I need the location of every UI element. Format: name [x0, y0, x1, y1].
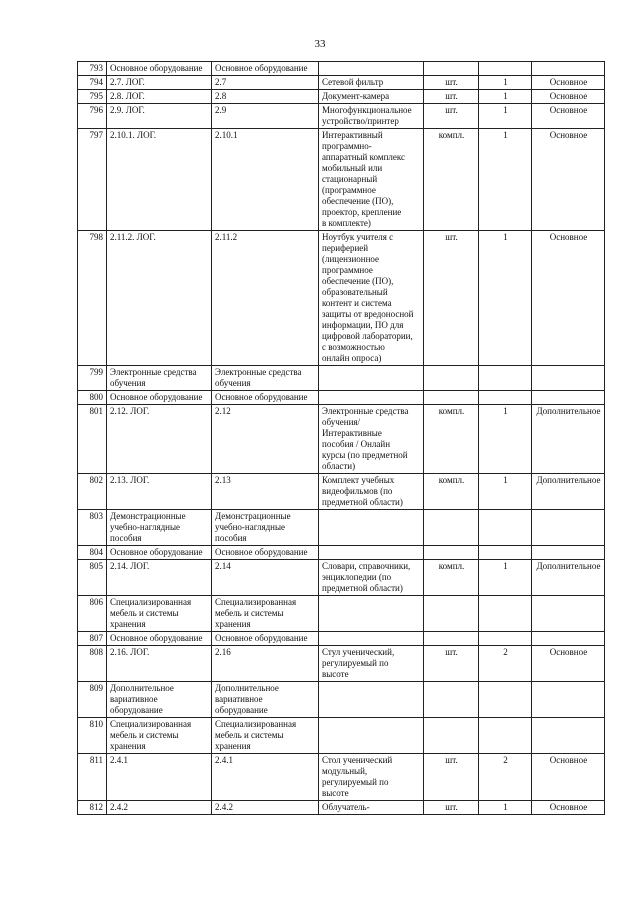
unit-cell: [424, 632, 479, 646]
code-cell: Специализированная мебель и системы хранения: [107, 596, 212, 632]
unit-cell: шт.: [424, 231, 479, 366]
reference-cell: Специализированная мебель и системы хранения: [212, 596, 319, 632]
quantity-cell: 1: [479, 474, 532, 510]
row-number-cell: 812: [78, 801, 107, 815]
equipment-type-cell: [532, 391, 605, 405]
code-cell: 2.8. ЛОГ.: [107, 90, 212, 104]
equipment-type-cell: [532, 718, 605, 754]
equipment-type-cell: Основное: [532, 754, 605, 801]
quantity-cell: 1: [479, 405, 532, 474]
code-cell: Основное оборудование: [107, 546, 212, 560]
table-row: [78, 366, 605, 391]
equipment-type-cell: [532, 682, 605, 718]
table-row: [78, 682, 605, 718]
unit-cell: [424, 682, 479, 718]
unit-cell: шт.: [424, 801, 479, 815]
quantity-cell: [479, 546, 532, 560]
item-name-cell: [319, 682, 424, 718]
table-row: [78, 391, 605, 405]
row-number-cell: 802: [78, 474, 107, 510]
row-number-cell: 811: [78, 754, 107, 801]
quantity-cell: [479, 718, 532, 754]
reference-cell: 2.9: [212, 104, 319, 129]
reference-cell: 2.4.1: [212, 754, 319, 801]
equipment-type-cell: [532, 510, 605, 546]
item-name-cell: Стул ученический, регулируемый по высоте: [319, 646, 424, 682]
item-name-cell: Комплект учебных видеофильмов (по предметной области): [319, 474, 424, 510]
equipment-type-cell: Основное: [532, 646, 605, 682]
code-cell: Демонстрационные учебно-наглядные пособия: [107, 510, 212, 546]
reference-cell: 2.8: [212, 90, 319, 104]
table-row: [78, 405, 605, 474]
reference-cell: Специализированная мебель и системы хранения: [212, 718, 319, 754]
equipment-type-cell: Основное: [532, 104, 605, 129]
item-name-cell: Интерактивный программно- аппаратный комплекс мобильный или стационарный (программное обеспечение (ПО), проектор, крепление в комплекте): [319, 129, 424, 231]
row-number-cell: 801: [78, 405, 107, 474]
row-number-cell: 795: [78, 90, 107, 104]
code-cell: 2.7. ЛОГ.: [107, 76, 212, 90]
code-cell: 2.9. ЛОГ.: [107, 104, 212, 129]
item-name-cell: [319, 632, 424, 646]
equipment-type-cell: Дополнительное: [532, 474, 605, 510]
item-name-cell: Сетевой фильтр: [319, 76, 424, 90]
code-cell: 2.4.1: [107, 754, 212, 801]
reference-cell: 2.16: [212, 646, 319, 682]
equipment-table: [77, 61, 605, 815]
row-number-cell: 804: [78, 546, 107, 560]
row-number-cell: 793: [78, 62, 107, 76]
item-name-cell: [319, 391, 424, 405]
unit-cell: шт.: [424, 76, 479, 90]
code-cell: Основное оборудование: [107, 632, 212, 646]
row-number-cell: 799: [78, 366, 107, 391]
table-row: [78, 646, 605, 682]
item-name-cell: [319, 546, 424, 560]
row-number-cell: 798: [78, 231, 107, 366]
unit-cell: [424, 510, 479, 546]
reference-cell: Основное оборудование: [212, 632, 319, 646]
quantity-cell: [479, 682, 532, 718]
code-cell: Основное оборудование: [107, 391, 212, 405]
unit-cell: компл.: [424, 560, 479, 596]
row-number-cell: 806: [78, 596, 107, 632]
quantity-cell: 1: [479, 801, 532, 815]
equipment-type-cell: [532, 596, 605, 632]
unit-cell: компл.: [424, 474, 479, 510]
quantity-cell: [479, 632, 532, 646]
unit-cell: шт.: [424, 104, 479, 129]
quantity-cell: [479, 596, 532, 632]
table-row: [78, 62, 605, 76]
quantity-cell: 1: [479, 560, 532, 596]
item-name-cell: Документ-камера: [319, 90, 424, 104]
unit-cell: компл.: [424, 405, 479, 474]
equipment-type-cell: Дополнительное: [532, 405, 605, 474]
quantity-cell: 2: [479, 646, 532, 682]
quantity-cell: [479, 510, 532, 546]
item-name-cell: [319, 718, 424, 754]
unit-cell: [424, 366, 479, 391]
table-row: [78, 90, 605, 104]
item-name-cell: [319, 596, 424, 632]
unit-cell: [424, 62, 479, 76]
unit-cell: шт.: [424, 90, 479, 104]
code-cell: 2.12. ЛОГ.: [107, 405, 212, 474]
table-row: [78, 231, 605, 366]
code-cell: 2.14. ЛОГ.: [107, 560, 212, 596]
equipment-type-cell: [532, 62, 605, 76]
table-row: [78, 104, 605, 129]
code-cell: 2.16. ЛОГ.: [107, 646, 212, 682]
quantity-cell: 1: [479, 90, 532, 104]
equipment-type-cell: Основное: [532, 90, 605, 104]
unit-cell: [424, 546, 479, 560]
equipment-type-cell: [532, 366, 605, 391]
reference-cell: 2.11.2: [212, 231, 319, 366]
table-row: [78, 718, 605, 754]
unit-cell: компл.: [424, 129, 479, 231]
reference-cell: Основное оборудование: [212, 391, 319, 405]
table-row: [78, 129, 605, 231]
quantity-cell: [479, 366, 532, 391]
row-number-cell: 796: [78, 104, 107, 129]
row-number-cell: 810: [78, 718, 107, 754]
code-cell: 2.11.2. ЛОГ.: [107, 231, 212, 366]
unit-cell: шт.: [424, 646, 479, 682]
row-number-cell: 805: [78, 560, 107, 596]
quantity-cell: 2: [479, 754, 532, 801]
quantity-cell: 1: [479, 231, 532, 366]
row-number-cell: 803: [78, 510, 107, 546]
code-cell: 2.13. ЛОГ.: [107, 474, 212, 510]
table-row: [78, 510, 605, 546]
code-cell: 2.10.1. ЛОГ.: [107, 129, 212, 231]
equipment-type-cell: [532, 546, 605, 560]
code-cell: Основное оборудование: [107, 62, 212, 76]
row-number-cell: 808: [78, 646, 107, 682]
table-row: [78, 474, 605, 510]
equipment-type-cell: Основное: [532, 129, 605, 231]
row-number-cell: 794: [78, 76, 107, 90]
reference-cell: 2.13: [212, 474, 319, 510]
quantity-cell: 1: [479, 76, 532, 90]
item-name-cell: Облучатель-: [319, 801, 424, 815]
reference-cell: 2.7: [212, 76, 319, 90]
equipment-type-cell: Основное: [532, 231, 605, 366]
item-name-cell: Стол ученический модульный, регулируемый по высоте: [319, 754, 424, 801]
row-number-cell: 797: [78, 129, 107, 231]
reference-cell: 2.4.2: [212, 801, 319, 815]
table-row: [78, 632, 605, 646]
unit-cell: [424, 718, 479, 754]
unit-cell: [424, 596, 479, 632]
table-row: [78, 801, 605, 815]
code-cell: Электронные средства обучения: [107, 366, 212, 391]
table-row: [78, 546, 605, 560]
quantity-cell: 1: [479, 104, 532, 129]
row-number-cell: 807: [78, 632, 107, 646]
quantity-cell: [479, 391, 532, 405]
unit-cell: [424, 391, 479, 405]
quantity-cell: [479, 62, 532, 76]
reference-cell: Дополнительное вариативное оборудование: [212, 682, 319, 718]
unit-cell: шт.: [424, 754, 479, 801]
quantity-cell: 1: [479, 129, 532, 231]
code-cell: Дополнительное вариативное оборудование: [107, 682, 212, 718]
item-name-cell: Словари, справочники, энциклопедии (по предметной области): [319, 560, 424, 596]
reference-cell: Основное оборудование: [212, 546, 319, 560]
item-name-cell: Электронные средства обучения/ Интерактивные пособия / Онлайн курсы (по предметной области): [319, 405, 424, 474]
page-number: 33: [314, 38, 326, 50]
reference-cell: 2.10.1: [212, 129, 319, 231]
code-cell: Специализированная мебель и системы хранения: [107, 718, 212, 754]
equipment-type-cell: Основное: [532, 801, 605, 815]
item-name-cell: [319, 366, 424, 391]
reference-cell: Электронные средства обучения: [212, 366, 319, 391]
equipment-type-cell: Дополнительное: [532, 560, 605, 596]
row-number-cell: 809: [78, 682, 107, 718]
item-name-cell: Многофункциональное устройство/принтер: [319, 104, 424, 129]
code-cell: 2.4.2: [107, 801, 212, 815]
reference-cell: 2.14: [212, 560, 319, 596]
item-name-cell: Ноутбук учителя с периферией (лицензионное программное обеспечение (ПО), образовательный контент и система защиты от вредоносной информации, ПО для цифровой лаборатории, с возможностью онлайн опроса): [319, 231, 424, 366]
table-row: [78, 596, 605, 632]
table-row: [78, 560, 605, 596]
item-name-cell: [319, 62, 424, 76]
reference-cell: Демонстрационные учебно-наглядные пособия: [212, 510, 319, 546]
row-number-cell: 800: [78, 391, 107, 405]
equipment-type-cell: [532, 632, 605, 646]
table-row: [78, 754, 605, 801]
item-name-cell: [319, 510, 424, 546]
reference-cell: 2.12: [212, 405, 319, 474]
equipment-type-cell: Основное: [532, 76, 605, 90]
table-row: [78, 76, 605, 90]
reference-cell: Основное оборудование: [212, 62, 319, 76]
